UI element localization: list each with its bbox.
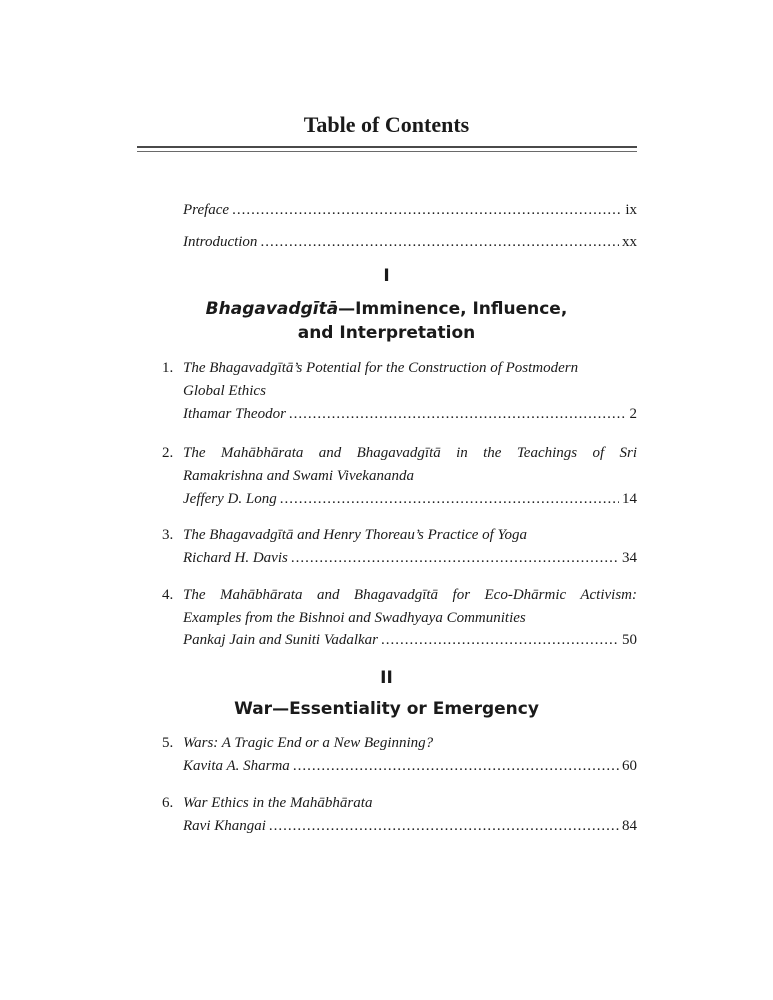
dot-leader xyxy=(280,489,619,509)
part-title xyxy=(0,297,773,321)
chapter-number: 5. xyxy=(162,735,174,751)
part-title-italic: Bhagavadgītā xyxy=(205,299,339,319)
dot-leader xyxy=(381,630,619,650)
chapter-number: 2. xyxy=(162,445,174,461)
chapter-author: Jeffery D. Long xyxy=(183,491,277,507)
part-numeral: II xyxy=(380,668,393,688)
title-rule-thin xyxy=(137,151,637,152)
chapter-title-line[interactable]: The Mahābhārata and Bhagavadgītā in the Teachings of Sri xyxy=(183,445,637,461)
entry-title: Preface xyxy=(183,202,230,218)
toc-entry-chapter-4[interactable] xyxy=(183,630,637,650)
chapter-title-line[interactable]: The Bhagavadgītā’s Potential for the Construction of Postmodern xyxy=(183,360,579,376)
chapter-number: 3. xyxy=(162,527,174,543)
dot-leader xyxy=(291,548,619,568)
entry-page: 60 xyxy=(622,758,637,774)
dot-leader xyxy=(260,232,619,252)
entry-page: 84 xyxy=(622,818,637,834)
dot-leader xyxy=(232,200,622,220)
chapter-title-line[interactable]: War Ethics in the Mahābhārata xyxy=(183,795,373,811)
entry-page: ix xyxy=(625,202,637,218)
title-rule-thick xyxy=(137,146,637,148)
toc-entry-chapter-2[interactable] xyxy=(183,489,637,509)
toc-entry-preface[interactable] xyxy=(183,200,637,220)
chapter-title-line[interactable]: Wars: A Tragic End or a New Beginning? xyxy=(183,735,434,751)
part-title: War—Essentiality or Emergency xyxy=(234,699,539,719)
chapter-number: 1. xyxy=(162,360,174,376)
dot-leader xyxy=(269,816,619,836)
chapter-title-line[interactable]: Examples from the Bishnoi and Swadhyaya Communities xyxy=(183,610,526,626)
toc-entry-chapter-3[interactable] xyxy=(183,548,637,568)
chapter-title-line[interactable]: Ramakrishna and Swami Vivekananda xyxy=(183,468,414,484)
part-title-line2: and Interpretation xyxy=(297,323,476,343)
page-title: Table of Contents xyxy=(303,112,470,137)
dot-leader xyxy=(293,756,619,776)
toc-entry-introduction[interactable] xyxy=(183,232,637,252)
toc-entry-chapter-5[interactable] xyxy=(183,756,637,776)
chapter-number: 4. xyxy=(162,587,174,603)
entry-page: 14 xyxy=(622,491,637,507)
part-title-rest: —Imminence, Influence, xyxy=(338,299,568,319)
chapter-number: 6. xyxy=(162,795,174,811)
chapter-title-line[interactable]: The Bhagavadgītā and Henry Thoreau’s Practice of Yoga xyxy=(183,527,528,543)
chapter-title-line[interactable]: The Mahābhārata and Bhagavadgītā for Eco-Dhārmic Activism: xyxy=(183,587,637,603)
chapter-author: Richard H. Davis xyxy=(183,550,288,566)
chapter-author: Ithamar Theodor xyxy=(183,406,286,422)
chapter-author: Kavita A. Sharma xyxy=(183,758,290,774)
chapter-title-line[interactable]: Global Ethics xyxy=(183,383,266,399)
part-numeral: I xyxy=(383,266,390,286)
dot-leader xyxy=(289,404,627,424)
entry-page: 50 xyxy=(622,632,637,648)
entry-page: 34 xyxy=(622,550,637,566)
entry-page: 2 xyxy=(629,406,637,422)
entry-page: xx xyxy=(622,234,637,250)
entry-title: Introduction xyxy=(183,234,258,250)
chapter-author: Ravi Khangai xyxy=(183,818,266,834)
chapter-author: Pankaj Jain and Suniti Vadalkar xyxy=(183,632,378,648)
toc-entry-chapter-1[interactable] xyxy=(183,404,637,424)
toc-entry-chapter-6[interactable] xyxy=(183,816,637,836)
